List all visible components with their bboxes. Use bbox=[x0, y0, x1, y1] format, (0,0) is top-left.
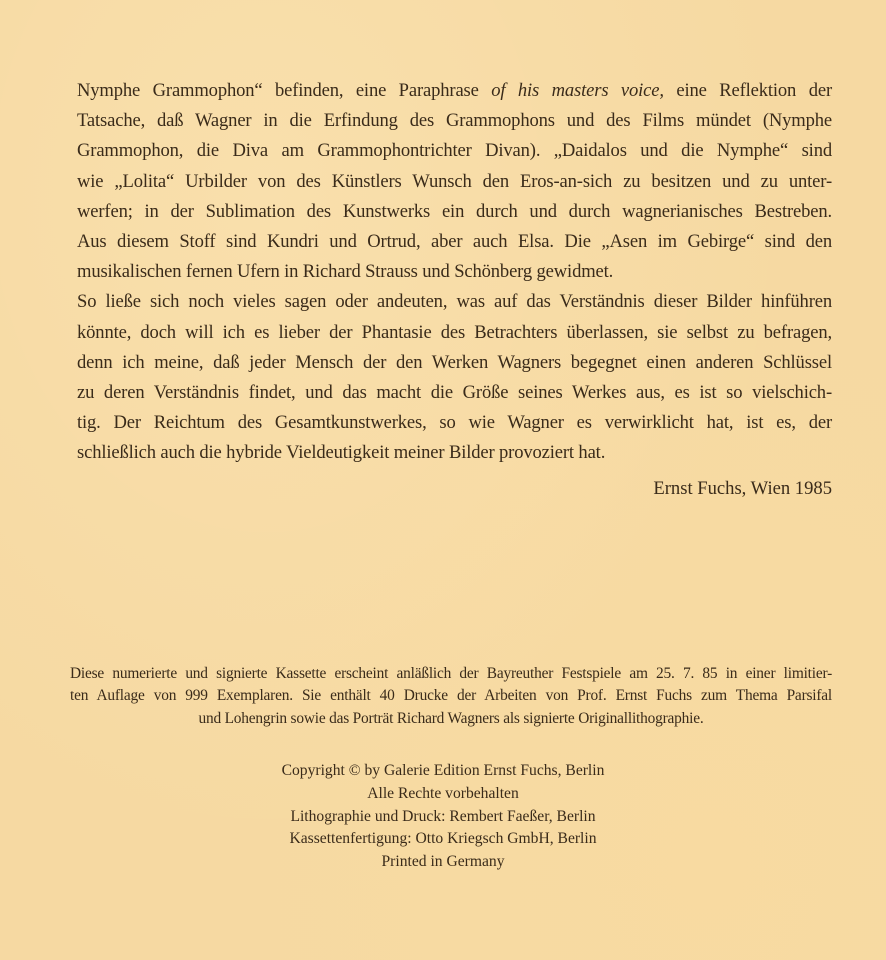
essay-line: schließlich auch die hybride Vieldeutigkeit meiner Bilder provoziert hat. bbox=[77, 442, 606, 464]
essay-line bbox=[77, 76, 832, 106]
imprint-block bbox=[243, 760, 643, 874]
edition-note-line: Diese numerierte und signierte Kassette erscheint anläßlich der Bayreuther Festspiele am 25. 7. 85 in einer limitier- bbox=[70, 665, 832, 682]
essay-line: tig. Der Reichtum des Gesamtkunstwerkes, so wie Wagner es verwirklicht hat, ist es, der bbox=[77, 412, 832, 434]
essay-line: zu deren Verständnis findet, und das macht die Größe seines Werkes aus, es ist so vielschich- bbox=[77, 382, 832, 404]
author-signature: Ernst Fuchs, Wien 1985 bbox=[653, 478, 832, 499]
edition-note-line: und Lohengrin sowie das Porträt Richard Wagners als signierte Originallithographie. bbox=[198, 709, 704, 727]
essay-line: könnte, doch will ich es lieber der Phantasie des Betrachters überlassen, sie selbst zu befragen, bbox=[77, 321, 832, 343]
printer-line: Lithographie und Druck: Rembert Faeßer, Berlin bbox=[290, 807, 596, 825]
essay-line: Grammophon, die Diva am Grammophontrichter Divan). „Daidalos und die Nymphe“ sind bbox=[77, 140, 832, 162]
essay-line: So ließe sich noch vieles sagen oder andeuten, was auf das Verständnis dieser Bilder hinführen bbox=[77, 291, 832, 313]
essay-line: Aus diesem Stoff sind Kundri und Ortrud, aber auch Elsa. Die „Asen im Gebirge“ sind den bbox=[77, 231, 832, 253]
case-maker-line: Kassettenfertigung: Otto Kriegsch GmbH, Berlin bbox=[289, 830, 597, 848]
edition-note bbox=[70, 663, 832, 730]
edition-note-line: ten Auflage von 999 Exemplaren. Sie enthält 40 Drucke der Arbeiten von Prof. Ernst Fuchs zum Thema Parsifal bbox=[70, 687, 832, 705]
printed-in-line: Printed in Germany bbox=[381, 853, 505, 871]
essay-line: denn ich meine, daß jeder Mensch der den Werken Wagners begegnet einen anderen Schlüssel bbox=[77, 351, 832, 373]
essay-line: musikalischen fernen Ufern in Richard Strauss und Schönberg gewidmet. bbox=[77, 261, 614, 283]
essay-line-text: Nymphe Grammophon“ befinden, eine Paraphrase bbox=[77, 80, 492, 101]
essay-text bbox=[77, 76, 832, 469]
essay-line: Tatsache, daß Wagner in die Erfindung des Grammophons und des Films mündet (Nymphe bbox=[77, 110, 832, 132]
essay-line: werfen; in der Sublimation des Kunstwerks ein durch und durch wagnerianisches Bestreben. bbox=[77, 200, 832, 222]
copyright-line: Copyright © by Galerie Edition Ernst Fuchs, Berlin bbox=[281, 762, 605, 779]
italic-title-phrase: of his masters voice, bbox=[491, 80, 664, 101]
essay-line-text: eine Reflektion der bbox=[663, 80, 832, 101]
essay-line: wie „Lolita“ Urbilder von des Künstlers Wunsch den Eros-an-sich zu besitzen und zu unter- bbox=[77, 170, 832, 192]
rights-line: Alle Rechte vorbehalten bbox=[367, 784, 519, 802]
